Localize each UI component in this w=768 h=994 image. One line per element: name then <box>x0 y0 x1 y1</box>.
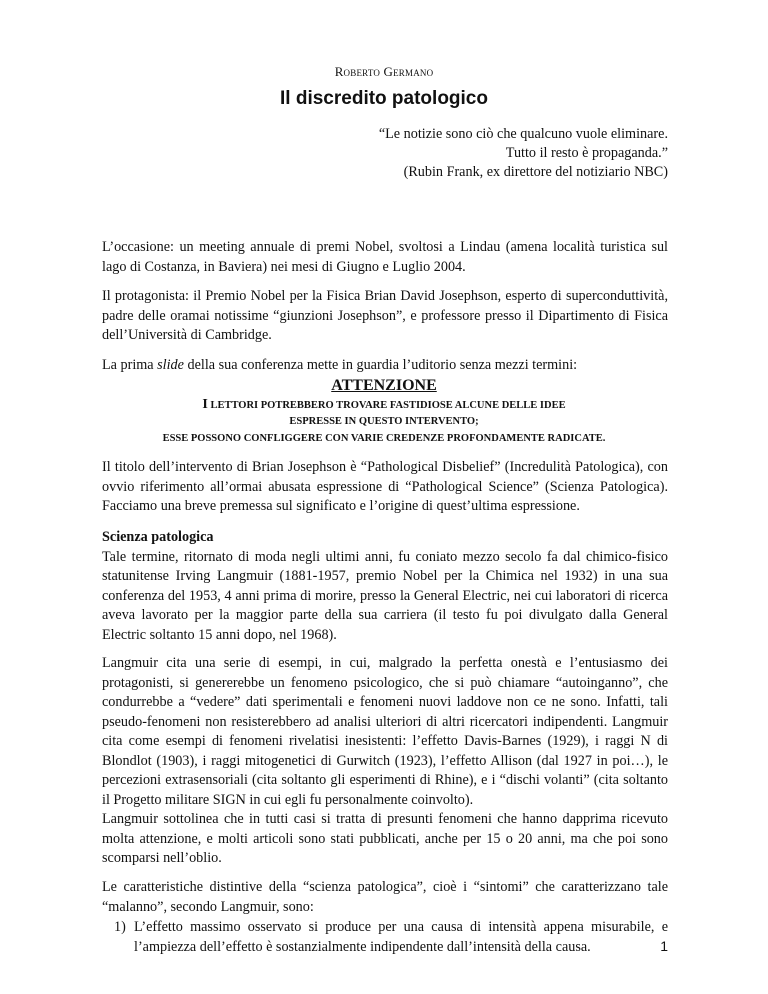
paragraph-text: L’occasione: un meeting annuale di premi Nobel, svoltosi a Lindau (amena località turistica sul lago di Costanza, in Baviera) nei mesi di Giugno e Luglio 2004. <box>102 239 668 275</box>
paragraph-titolo <box>102 458 668 517</box>
warning-initial: I <box>202 397 208 412</box>
author-name: Roberto Germano <box>334 64 434 79</box>
paragraph-caratteristiche <box>102 878 668 917</box>
emphasis-text: slide <box>157 357 184 373</box>
paragraph-text: Langmuir cita una serie di esempi, in cui, malgrado la perfetta onestà e l’entusiasmo dei protagonisti, si genererebbe un fenomeno psicologico, che si può chiamare “autoinganno”, che condurrebbe a “vedere” dati sperimentali e fenomeni nuovi laddove non ce ne sono. Infatti, tali pseudo-fenomeni non resisterebbero ad analisi ulteriori di altri ricercatori indipendenti. Langmuir cita come esempi di fenomeni rivelatisi inesistenti: l’effetto Davis-Barnes (1929), i raggi N di Blondlot (1903), i raggi mitogenetici di Gurwitch (1923), l’effetto Allison (dal 1927 in poi…), le percezioni extrasensoriali (cita soltanto gli esperimenti di Rhine), e i “dischi volanti” (cita soltanto il Progetto militare SIGN in cui egli fu personalmente coinvolto). <box>102 655 668 808</box>
list-item <box>114 918 668 957</box>
quote-line-1: “Le notizie sono ciò che qualcuno vuole eliminare. <box>378 126 668 142</box>
text-span: La prima <box>102 357 158 373</box>
paragraph-langmuir-esempi <box>102 654 668 810</box>
epigraph-quote <box>379 125 668 182</box>
paragraph-text: Le caratteristiche distintive della “scienza patologica”, cioè i “sintomi” che caratterizzano tale “malanno”, secondo Langmuir, sono: <box>102 879 668 915</box>
paragraph-protagonista <box>102 287 668 346</box>
section-scienza-patologica <box>102 528 668 645</box>
warning-line-3: ESSE POSSONO CONFLIGGERE CON VARIE CREDENZE PROFONDAMENTE RADICATE. <box>162 433 606 444</box>
section-heading: Scienza patologica <box>102 529 214 545</box>
warning-line-1-text: LETTORI POTREBBERO TROVARE FASTIDIOSE ALCUNE DELLE IDEE <box>207 400 566 411</box>
text-span: della sua conferenza mette in guardia l’uditorio senza mezzi termini: <box>183 357 578 373</box>
quote-attribution: (Rubin Frank, ex direttore del notiziario NBC) <box>403 164 668 180</box>
page-number: 1 <box>660 938 668 954</box>
paragraph-text: Langmuir sottolinea che in tutti casi si tratta di presunti fenomeni che hanno dapprima ricevuto molta attenzione, e molti articoli sono stati pubblicati, anche per 15 o 20 anni, ma che poi sono scomparsi nell’oblio. <box>102 811 668 866</box>
paragraph-text <box>102 356 668 376</box>
paragraph-occasione <box>102 238 668 277</box>
warning-line-2: ESPRESSE IN QUESTO INTERVENTO; <box>289 416 479 427</box>
paragraph-text: Il titolo dell’intervento di Brian Josephson è “Pathological Disbelief” (Incredulità Patologica), con ovvio riferimento all’ormai abusata espressione di “Pathological Science” (Scienza Patologica). Facciamo una breve premessa sul significato e l’origine di quest’ultima espressione. <box>102 459 668 514</box>
page-title: Il discredito patologico <box>280 88 488 109</box>
list-item-number: 1) <box>114 919 126 935</box>
warning-line-1 <box>0 397 768 413</box>
quote-line-2: Tutto il resto è propaganda.” <box>505 145 668 161</box>
list-item-text: L’effetto massimo osservato si produce per una causa di intensità appena misurabile, e l’ampiezza dell’effetto è sostanzialmente indipendente dall’intensità della causa. <box>134 919 668 955</box>
symptom-list <box>114 918 668 957</box>
paragraph-text: Tale termine, ritornato di moda negli ultimi anni, fu coniato mezzo secolo fa dal chimico-fisico statunitense Irving Langmuir (1881-1957, premio Nobel per la Chimica nel 1932) in una sua conferenza del 1953, 4 anni prima di morire, presso la General Electric, nei cui laboratori di ricerca aveva lavorato per la maggior parte della sua carriera (il testo fu poi divulgato dalla General Electric soltanto 15 anni dopo, nel 1968). <box>102 548 668 643</box>
paragraph-slide <box>102 356 668 376</box>
paragraph-langmuir-oblio <box>102 810 668 869</box>
paragraph-text: Il protagonista: il Premio Nobel per la Fisica Brian David Josephson, esperto di superconduttività, padre delle oramai notissime “giunzioni Josephson”, e professore presso il Dipartimento di Fisica dell’Università di Cambridge. <box>102 288 668 343</box>
warning-title: ATTENZIONE <box>331 377 437 394</box>
